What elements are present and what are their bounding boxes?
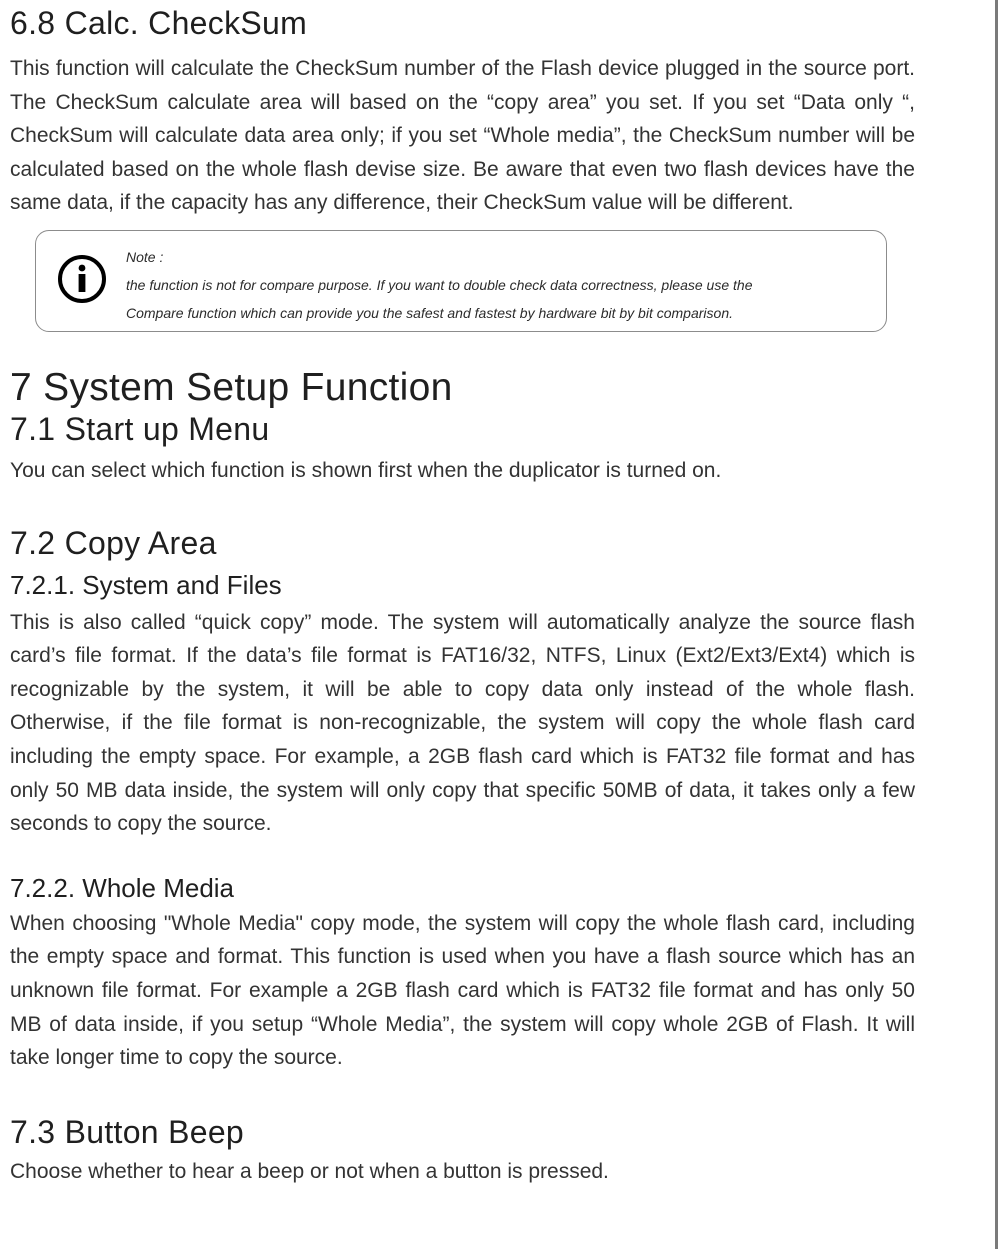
section-7-2-1-heading: 7.2.1. System and Files	[10, 569, 282, 600]
section-6-8-heading: 6.8 Calc. CheckSum	[10, 5, 308, 41]
section-7-1-heading: 7.1 Start up Menu	[10, 410, 270, 447]
note-line-2: Compare function which can provide you the safest and fastest by hardware bit by bit comparison.	[126, 304, 733, 321]
chapter-7-heading: 7 System Setup Function	[10, 365, 453, 409]
section-6-8-body: This function will calculate the CheckSum number of the Flash device plugged in the source port. The CheckSum calculate area will based on the “copy area” you set. If you set “Data only “, CheckSum will calculate data area only; if you set “Whole media”, the CheckSum number will be calculated based on the whole flash devise size. Be aware that even two flash devices have the same data, if the capacity has any difference, their CheckSum value will be different.	[10, 57, 915, 215]
note-label: Note :	[126, 248, 164, 265]
note-text	[126, 243, 876, 327]
section-7-3-heading: 7.3 Button Beep	[10, 1113, 245, 1150]
note-line-1: the function is not for compare purpose. If you want to double check data correctness, please use the	[126, 276, 753, 293]
section-7-2-heading: 7.2 Copy Area	[10, 524, 217, 561]
info-icon	[56, 253, 108, 305]
section-7-1-body: You can select which function is shown first when the duplicator is turned on.	[10, 458, 722, 482]
note-box	[35, 230, 887, 332]
page-edge-rule	[995, 0, 998, 1249]
section-7-2-1-body: This is also called “quick copy” mode. The system will automatically analyze the source flash card’s file format. If the data’s file format is FAT16/32, NTFS, Linux (Ext2/Ext3/Ext4) which is recognizable by the system, it will be able to copy data only instead of the whole flash. Otherwise, if the file format is non-recognizable, the system will copy the whole flash card including the empty space. For example, a 2GB flash card which is FAT32 file format and has only 50 MB data inside, the system will only copy that specific 50MB of data, it takes only a few seconds to copy the source.	[10, 610, 915, 836]
section-7-2-2-heading: 7.2.2. Whole Media	[10, 872, 235, 903]
section-7-3-body: Choose whether to hear a beep or not when a button is pressed.	[10, 1159, 609, 1183]
section-7-2-2-body: When choosing "Whole Media" copy mode, the system will copy the whole flash card, including the empty space and format. This function is used when you have a flash source which has an unknown file format. For example a 2GB flash card which is FAT32 file format and has only 50 MB of data inside, if you setup “Whole Media”, the system will copy whole 2GB of Flash. It will take longer time to copy the source.	[10, 911, 915, 1070]
page-content	[10, 4, 915, 1188]
